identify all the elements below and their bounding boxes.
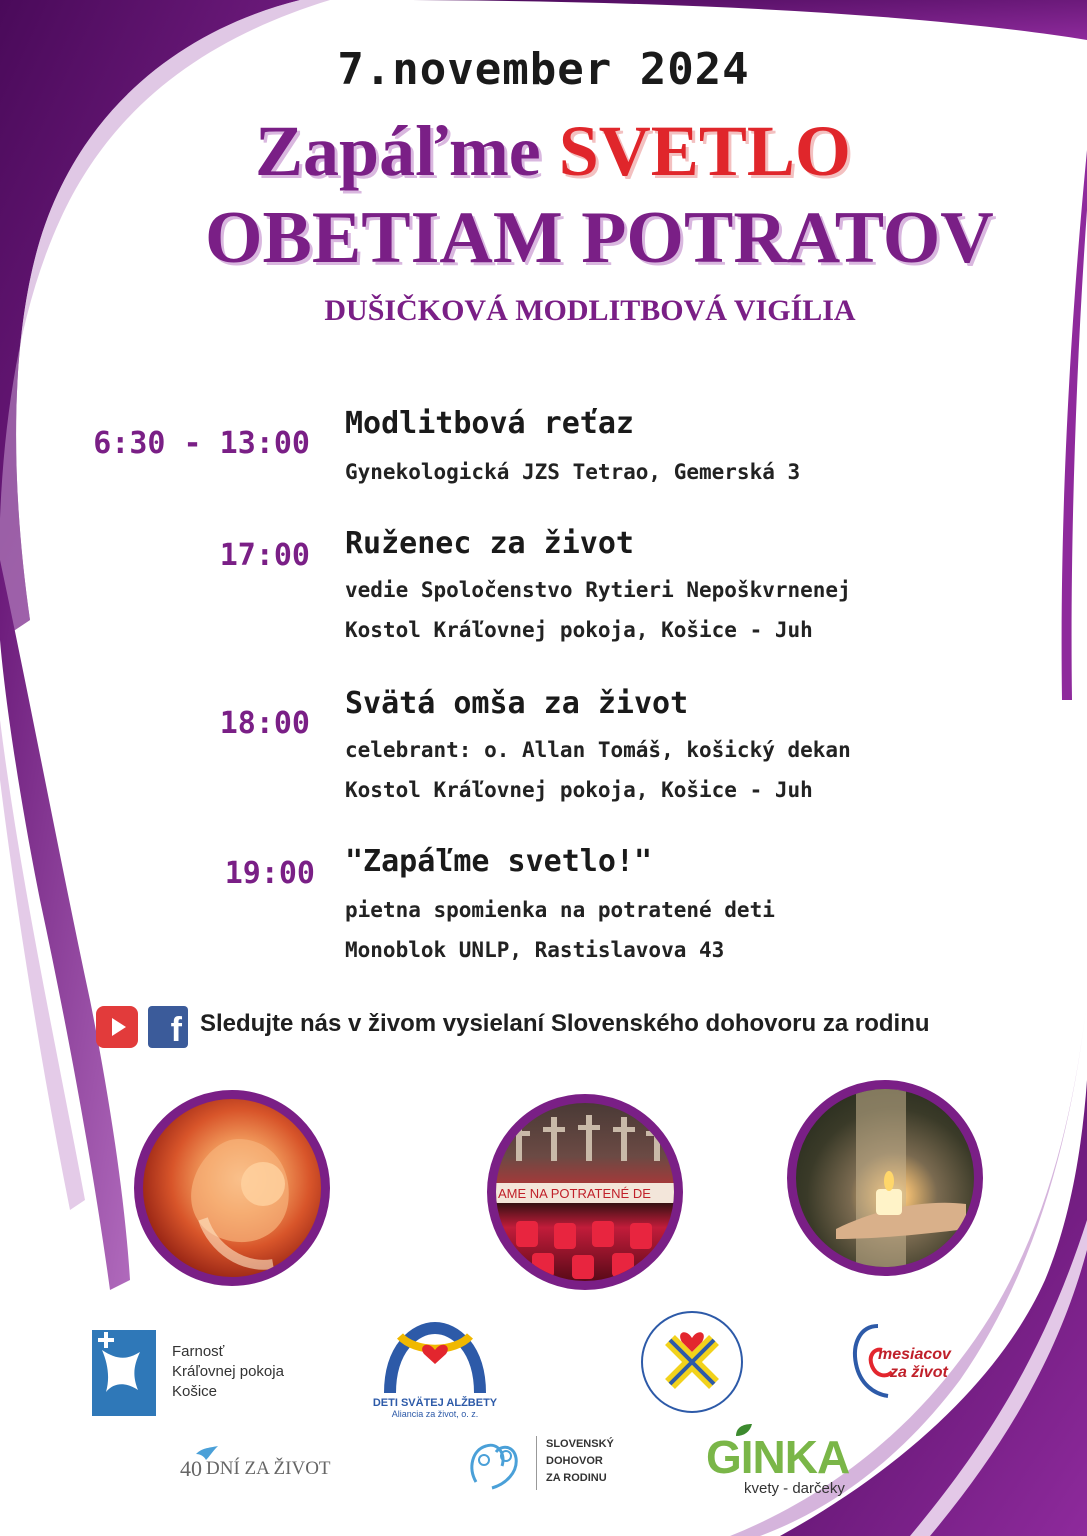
event-detail: Gynekologická JZS Tetrao, Gemerská 3: [345, 460, 801, 484]
event-detail: Kostol Kráľovnej pokoja, Košice - Juh: [345, 778, 813, 802]
event-date: 7.november 2024: [337, 44, 750, 95]
event-detail: celebrant: o. Allan Tomáš, košický dekan: [345, 738, 851, 762]
title-line-1: [255, 110, 851, 193]
event-detail: Monoblok UNLP, Rastislavova 43: [345, 938, 725, 962]
event-time: 19:00: [224, 856, 315, 891]
event-title: Ruženec za život: [345, 526, 634, 561]
apostolat-logo: [640, 1310, 744, 1414]
facebook-icon[interactable]: f: [148, 1006, 188, 1048]
family-icon: [462, 1432, 532, 1496]
arch-heart-icon: [360, 1318, 510, 1393]
ginka-subtitle: kvety - darčeky: [744, 1480, 845, 1497]
apostolat-ring-text: [640, 1310, 641, 1311]
event-detail: Kostol Kráľovnej pokoja, Košice - Juh: [345, 618, 813, 642]
parish-logo: [92, 1330, 312, 1416]
social-text: Sledujte nás v živom vysielaní Slovenského dohovoru za rodinu: [200, 1010, 930, 1037]
ginka-logo: [706, 1422, 866, 1502]
candle-in-hands-photo: [787, 1080, 983, 1276]
deti-name: DETI SVÄTEJ ALŽBETY: [372, 1397, 498, 1409]
event-time: 17:00: [219, 538, 310, 573]
deti-svatej-alzbety-logo: [360, 1318, 510, 1423]
event-title: "Zapáľme svetlo!": [345, 844, 653, 879]
title-highlight: SVETLO: [558, 111, 851, 191]
dohovor-line: ZA RODINU: [546, 1472, 607, 1484]
event-time: 18:00: [219, 706, 310, 741]
dohovor-line: SLOVENSKÝ: [546, 1438, 614, 1450]
slovensky-dohovor-logo: [462, 1432, 632, 1496]
parish-line: Farnosť: [172, 1343, 225, 1360]
divider: [536, 1436, 537, 1490]
dove-icon: [92, 1330, 156, 1416]
mesiacov-line-1: mesiacov: [878, 1346, 951, 1363]
event-detail: pietna spomienka na potratené deti: [345, 898, 775, 922]
banner-text: AME NA POTRATENÉ DE: [498, 1186, 651, 1201]
event-title: Modlitbová reťaz: [345, 406, 634, 441]
dohovor-line: DOHOVOR: [546, 1455, 603, 1467]
title-line-2: OBETIAM POTRATOV: [205, 197, 994, 279]
event-detail: vedie Spoločenstvo Rytieri Nepoškvrnenej: [345, 578, 851, 602]
youtube-icon[interactable]: [96, 1006, 138, 1048]
days40-text: DNÍ ZA ŽIVOT: [206, 1458, 331, 1479]
subtitle: DUŠIČKOVÁ MODLITBOVÁ VIGÍLIA: [324, 294, 856, 327]
deti-subtitle: Aliancia za život, o. z.: [391, 1409, 479, 1419]
mesiacov-line-2: za život: [890, 1364, 948, 1381]
event-time: 6:30 - 13:00: [93, 426, 310, 461]
candles-crosses-photo: [487, 1094, 683, 1290]
40-dni-za-zivot-logo: [180, 1450, 360, 1490]
days40-number: 40: [180, 1456, 202, 1481]
mesiacov-za-zivot-logo: [848, 1320, 988, 1400]
parish-line: Košice: [172, 1383, 218, 1400]
fetus-photo: [134, 1090, 330, 1286]
event-title: Svätá omša za život: [345, 686, 689, 721]
parish-line: Kráľovnej pokoja: [172, 1363, 284, 1380]
title-part-1: Zapáľme: [255, 111, 559, 191]
ginka-name: GINKA: [706, 1431, 850, 1483]
